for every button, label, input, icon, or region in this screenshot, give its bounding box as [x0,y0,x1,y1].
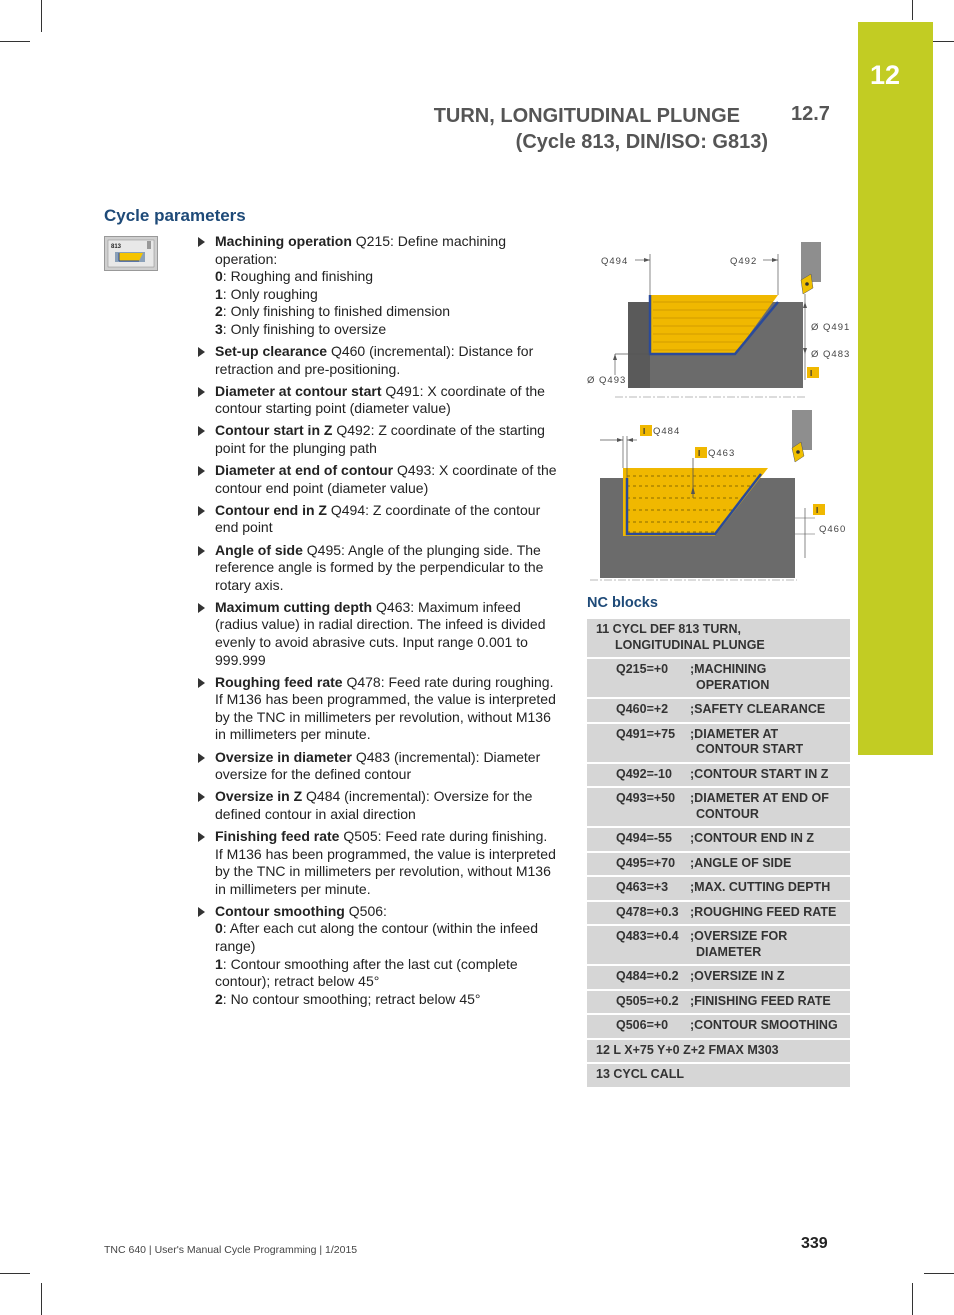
parameter-description: Q483 (incremental): Diameter oversize for the defined contour [215,748,541,783]
nc-parameter: Q494=-55 [587,827,688,852]
table-row [587,619,850,658]
svg-text:813: 813 [111,244,122,250]
bullet-arrow-icon [198,237,205,247]
table-row [587,827,850,852]
bullet-arrow-icon [198,678,205,688]
chapter-number: 12 [870,60,901,90]
parameter-option [215,920,558,955]
header-title-line2: (Cycle 813, DIN/ISO: G813) [515,131,768,153]
option-value: : Only roughing [222,285,318,302]
parameter-name: Set-up clearance [215,343,328,360]
nc-parameter: Q492=-10 [587,763,688,788]
label-q492: Q492 [730,256,758,267]
parameter-description: Q495: Angle of the plunging side. The reference angle is formed by the perpendicular to the rotary axis. [215,541,544,593]
parameter-name: Oversize in Z [215,788,303,805]
parameter-item [196,233,558,339]
parameter-item [196,383,558,418]
nc-comment-line: CONTOUR START [696,742,804,756]
parameter-name: Diameter at end of contour [215,462,394,479]
crop-mark [912,1283,913,1315]
parameter-description: Q506: [344,902,387,919]
parameter-list [196,233,558,1013]
nc-line: 13 CYCL CALL [587,1063,850,1088]
bullet-arrow-icon [198,832,205,842]
nc-comment [688,901,850,926]
parameter-name: Contour start in Z [215,422,333,439]
parameter-item [196,788,558,823]
parameter-item [196,674,558,744]
parameter-item [196,599,558,669]
bullet-arrow-icon [198,753,205,763]
option-value: : Roughing and finishing [222,268,374,285]
nc-comment-line: ;CONTOUR END IN Z [690,831,815,845]
nc-comment [688,827,850,852]
nc-parameter: Q506=+0 [587,1014,688,1039]
label-q493: Ø Q493 [587,375,627,386]
bullet-arrow-icon [198,466,205,476]
nc-parameter: Q460=+2 [587,698,688,723]
header-title-line1: TURN, LONGITUDINAL PLUNGE [433,105,740,127]
option-key: 2 [215,990,223,1007]
plunge-contour-figure [585,240,855,400]
page-number: 339 [801,1235,828,1252]
parameter-option [215,991,558,1009]
cycle-softkey-icon [104,236,158,271]
parameter-name: Finishing feed rate [215,827,340,844]
parameter-name: Contour end in Z [215,501,327,518]
parameter-option [215,321,558,339]
option-key: 0 [215,920,223,937]
parameter-option [215,286,558,304]
parameter-option [215,268,558,286]
nc-comment-line: ;DIAMETER AT [690,726,779,741]
table-row [587,876,850,901]
page-header-title [434,103,768,155]
nc-comment-line: ;SAFETY CLEARANCE [690,702,826,716]
parameter-item [196,462,558,497]
table-row [587,990,850,1015]
table-row [587,1063,850,1088]
parameter-option [215,956,558,991]
label-q483: Ø Q483 [811,349,851,360]
nc-comment-line: OPERATION [696,677,770,692]
parameter-name: Roughing feed rate [215,673,343,690]
table-row [587,925,850,965]
nc-parameter: Q478=+0.3 [587,901,688,926]
crop-mark [912,0,913,20]
nc-comment-line: ;ANGLE OF SIDE [690,855,792,870]
parameter-name: Diameter at contour start [215,382,382,399]
bullet-arrow-icon [198,907,205,917]
nc-parameter: Q493=+50 [587,787,688,827]
parameter-description: Q460 (incremental): Distance for retraction and pre-positioning. [215,343,534,377]
parameter-description: Q494: Z coordinate of the contour end point [215,501,541,536]
crop-mark [0,1273,30,1274]
option-key: 0 [215,268,223,285]
svg-text:I: I [698,449,701,458]
parameter-name: Maximum cutting depth [215,598,373,615]
nc-comment-line: ;CONTOUR SMOOTHING [690,1018,838,1032]
option-key: 2 [215,303,223,320]
nc-comment [688,925,850,965]
bullet-arrow-icon [198,347,205,357]
nc-blocks-title: NC blocks [587,595,658,611]
plunge-infeed-figure [585,408,855,588]
nc-parameter: Q491=+75 [587,723,688,763]
bullet-arrow-icon [198,506,205,516]
table-row [587,1014,850,1039]
parameter-name: Contour smoothing [215,902,345,919]
label-q463: Q463 [708,448,736,459]
table-row [587,1039,850,1064]
parameter-name: Machining operation [215,233,352,249]
table-row [587,763,850,788]
crop-mark [41,0,42,32]
nc-comment-line: ;ROUGHING FEED RATE [690,904,837,919]
bullet-arrow-icon [198,387,205,397]
nc-comment-line: DIAMETER [696,944,762,959]
nc-comment-line: CONTOUR [696,806,759,821]
parameter-item [196,828,558,898]
nc-parameter: Q505=+0.2 [587,990,688,1015]
label-q494: Q494 [601,256,629,267]
nc-comment [688,723,850,763]
parameter-name: Angle of side [215,541,303,558]
nc-comment [688,698,850,723]
nc-parameter: Q495=+70 [587,852,688,877]
parameter-description: Q478: Feed rate during roughing. If M136 has been programmed, the value is interpreted by the TNC in millimeters per revolution, without M136 in millimeters per minute. [215,673,556,743]
bullet-arrow-icon [198,426,205,436]
section-number: 12.7 [791,103,830,125]
parameter-item [196,343,558,378]
parameter-item [196,502,558,537]
nc-parameter: Q484=+0.2 [587,965,688,990]
nc-comment [688,658,850,698]
nc-blocks-table [587,619,850,1089]
nc-comment-line: ;OVERSIZE FOR [690,929,788,943]
crop-mark [0,41,30,42]
option-value: : No contour smoothing; retract below 45° [222,990,481,1007]
bullet-arrow-icon [198,792,205,802]
parameter-description: Q493: X coordinate of the contour end point (diameter value) [215,462,557,496]
table-row [587,965,850,990]
option-value: : Contour smoothing after the last cut (complete contour); retract below 45° [215,955,518,990]
nc-line: 11 CYCL DEF 813 TURN, LONGITUDINAL PLUNGE [587,619,850,658]
table-row [587,787,850,827]
option-key: 1 [215,285,223,302]
label-q484: Q484 [653,426,681,437]
crop-mark [41,1283,42,1315]
table-row [587,723,850,763]
marker-i: I [810,369,813,378]
nc-comment [688,965,850,990]
nc-comment [688,990,850,1015]
table-row [587,901,850,926]
parameter-description: Q484 (incremental): Oversize for the defined contour in axial direction [215,788,533,822]
nc-parameter: Q483=+0.4 [587,925,688,965]
nc-comment [688,787,850,827]
parameter-description: Q215: Define machining operation: [215,233,506,267]
nc-comment [688,852,850,877]
parameter-description: Q491: X coordinate of the contour starting point (diameter value) [215,382,545,417]
parameter-item [196,749,558,784]
parameter-item [196,542,558,595]
chapter-tab [858,22,933,755]
nc-comment-line: ;MAX. CUTTING DEPTH [690,880,831,894]
nc-comment-line: ;CONTOUR START IN Z [690,766,829,781]
nc-line: 12 L X+75 Y+0 Z+2 FMAX M303 [587,1039,850,1064]
footer-text: TNC 640 | User's Manual Cycle Programming | 1/2015 [104,1244,358,1256]
nc-comment-line: ;FINISHING FEED RATE [690,993,831,1008]
bullet-arrow-icon [198,603,205,613]
bullet-arrow-icon [198,546,205,556]
table-row [587,698,850,723]
option-value: : Only finishing to oversize [222,320,387,337]
nc-parameter: Q463=+3 [587,876,688,901]
option-key: 1 [215,955,223,972]
parameter-description: Q463: Maximum infeed (radius value) in radial direction. The infeed is divided evenly to avoid abrasive cuts. Input range 0.001 to 999.999 [215,598,546,668]
table-row [587,852,850,877]
nc-comment-line: ;DIAMETER AT END OF [690,791,829,805]
nc-comment [688,763,850,788]
crop-mark [924,1273,954,1274]
parameter-option [215,303,558,321]
svg-text:I: I [643,427,646,436]
option-value: : Only finishing to finished dimension [222,303,451,320]
parameter-name: Oversize in diameter [215,748,352,765]
parameter-description: Q492: Z coordinate of the starting point for the plunging path [215,422,545,457]
parameter-item [196,903,558,1009]
option-value: : After each cut along the contour (within the infeed range) [215,920,538,954]
nc-comment [688,1014,850,1039]
table-row [587,658,850,698]
section-title: Cycle parameters [104,206,246,225]
label-q491: Ø Q491 [811,322,851,333]
nc-comment-line: ;MACHINING [690,662,767,676]
nc-parameter: Q215=+0 [587,658,688,698]
parameter-item [196,422,558,457]
svg-text:I: I [816,506,819,515]
nc-comment [688,876,850,901]
parameter-description: Q505: Feed rate during finishing. If M136 has been programmed, the value is interpreted by the TNC in millimeters per revolution, without M136 in millimeters per minute. [215,827,556,897]
option-key: 3 [215,320,223,337]
nc-comment-line: ;OVERSIZE IN Z [690,969,785,983]
label-q460: Q460 [819,524,847,535]
